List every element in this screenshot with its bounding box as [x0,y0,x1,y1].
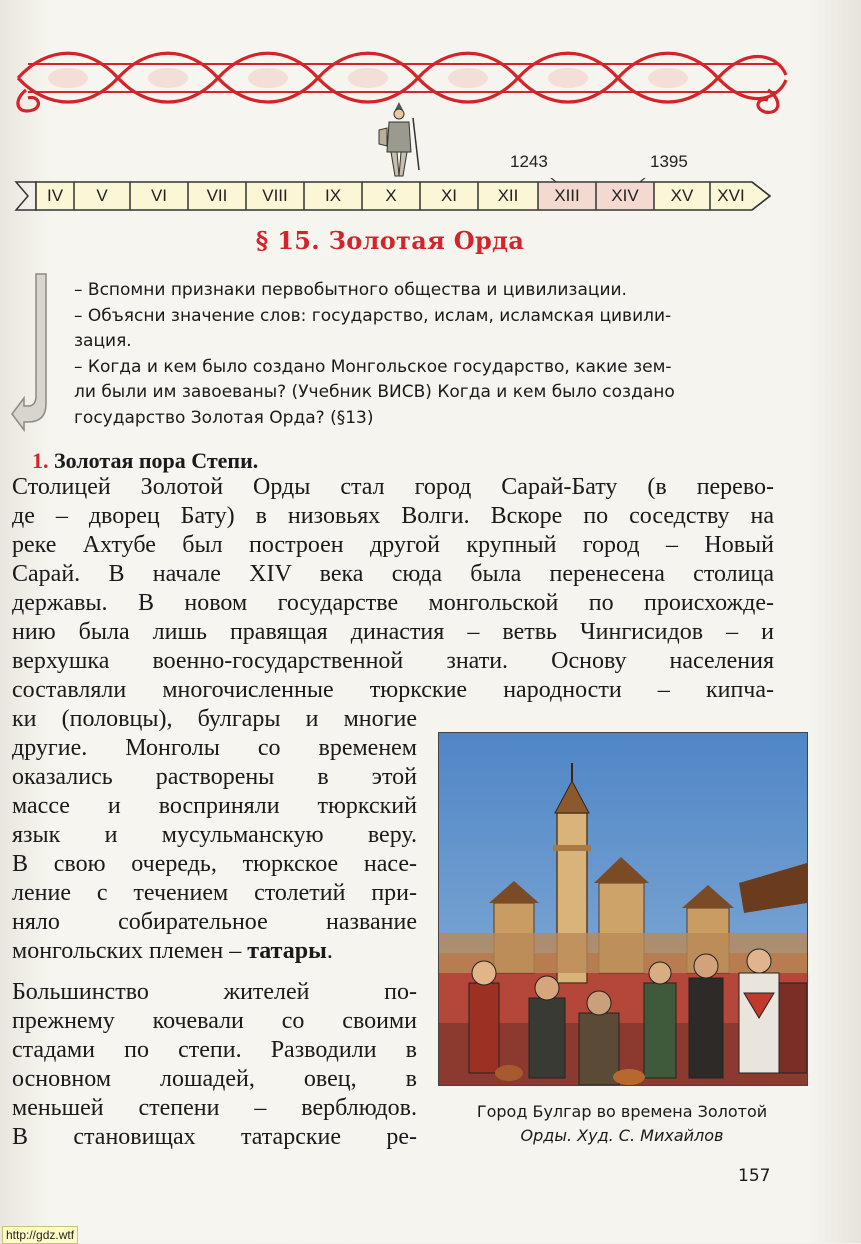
subheading [32,448,258,474]
question-line: – Объясни значение слов: государство, ислам, исламская цивили- [74,305,672,326]
text-line-part: . [326,938,333,964]
question-line: зация. [74,331,132,351]
timeline-century: XV [670,186,694,205]
text-line: няло собирательное название [12,909,417,935]
timeline-century: IV [46,186,64,205]
text-line: Столицей Золотой Орды стал город Сарай-Бату (в перево- [12,474,774,500]
paragraph-gap [12,966,417,978]
text-line: Сарай. В начале XIV века сюда была перенесена столица [12,561,774,587]
caption-author: Орды. Худ. С. Михайлов [520,1126,724,1145]
watermark-link[interactable]: http://gdz.wtf [2,1226,78,1244]
timeline-year-mark: 1395 [650,152,688,171]
text-line: Большинство жителей по- [12,979,417,1005]
body-paragraph-full [12,473,774,705]
text-line: оказались растворены в этой [12,764,417,790]
timeline-century: VI [150,186,168,205]
timeline-century-highlighted: XIII [554,186,580,205]
illustration-caption [438,1100,806,1148]
text-line: державы. В новом государстве монгольской по происхожде- [12,590,774,616]
text-line: стадами по степи. Разводили в [12,1037,417,1063]
text-line: реке Ахтубе был построен другой крупный город – Новый [12,532,774,558]
section-title: § 15. Золотая Орда [255,226,525,255]
text-line: ление с течением столетий при- [12,880,417,906]
timeline-year-mark: 1243 [510,152,548,171]
text-line: язык и мусульманскую веру. [12,822,417,848]
timeline-century: XI [440,186,458,205]
question-line: ли были им завоеваны? (Учебник ВИСВ) Когда и кем было создано [74,382,675,402]
subheading-number: 1. [32,448,49,473]
text-line: верхушка военно-государственной знати. Основу населения [12,648,774,674]
text-line: прежнему кочевали со своими [12,1008,417,1034]
timeline-century: XVI [717,186,745,205]
subheading-text: Золотая пора Степи. [54,448,259,473]
text-line-part: монгольских племен – [12,938,248,964]
text-line: В становищах татарские ре- [12,1124,417,1150]
timeline-century: IX [324,186,342,205]
timeline-century: VIII [262,186,288,205]
text-line [12,937,417,966]
review-arrow-icon [10,270,60,432]
timeline-century: VII [206,186,228,205]
text-line: нию была лишь правящая династия – ветвь Чингисидов – и [12,619,774,645]
text-line: составляли многочисленные тюркские народности – кипча- [12,677,774,703]
caption-title: Город Булгар во времена Золотой [476,1102,768,1121]
text-line: другие. Монголы со временем [12,735,417,761]
illustration-bulgar-city [438,732,808,1086]
text-line: В свою очередь, тюркское насе- [12,851,417,877]
timeline-century: XII [497,186,519,205]
question-line: – Когда и кем было создано Монгольское государство, какие зем- [74,356,672,377]
timeline-century: V [96,186,108,205]
illustration-painting [439,733,807,1085]
text-line: массе и восприняли тюркский [12,793,417,819]
question-line: – Вспомни признаки первобытного общества и цивилизации. [74,280,627,300]
warrior-figure-icon [375,100,423,180]
review-questions [74,278,764,431]
term-tatars: татары [247,938,327,964]
body-paragraph-narrow [12,705,417,1152]
text-line: меньшей степени – верблюдов. [12,1095,417,1121]
text-line: основном лошадей, овец, в [12,1066,417,1092]
text-line: де – дворец Бату) в низовьях Волги. Вскоре по соседству на [12,503,774,529]
question-line: государство Золотая Орда? (§13) [74,407,374,428]
page-number: 157 [738,1166,771,1186]
text-line: ки (половцы), булгары и многие [12,706,417,732]
timeline-century-highlighted: XIV [611,186,639,205]
timeline-century: X [385,186,397,205]
